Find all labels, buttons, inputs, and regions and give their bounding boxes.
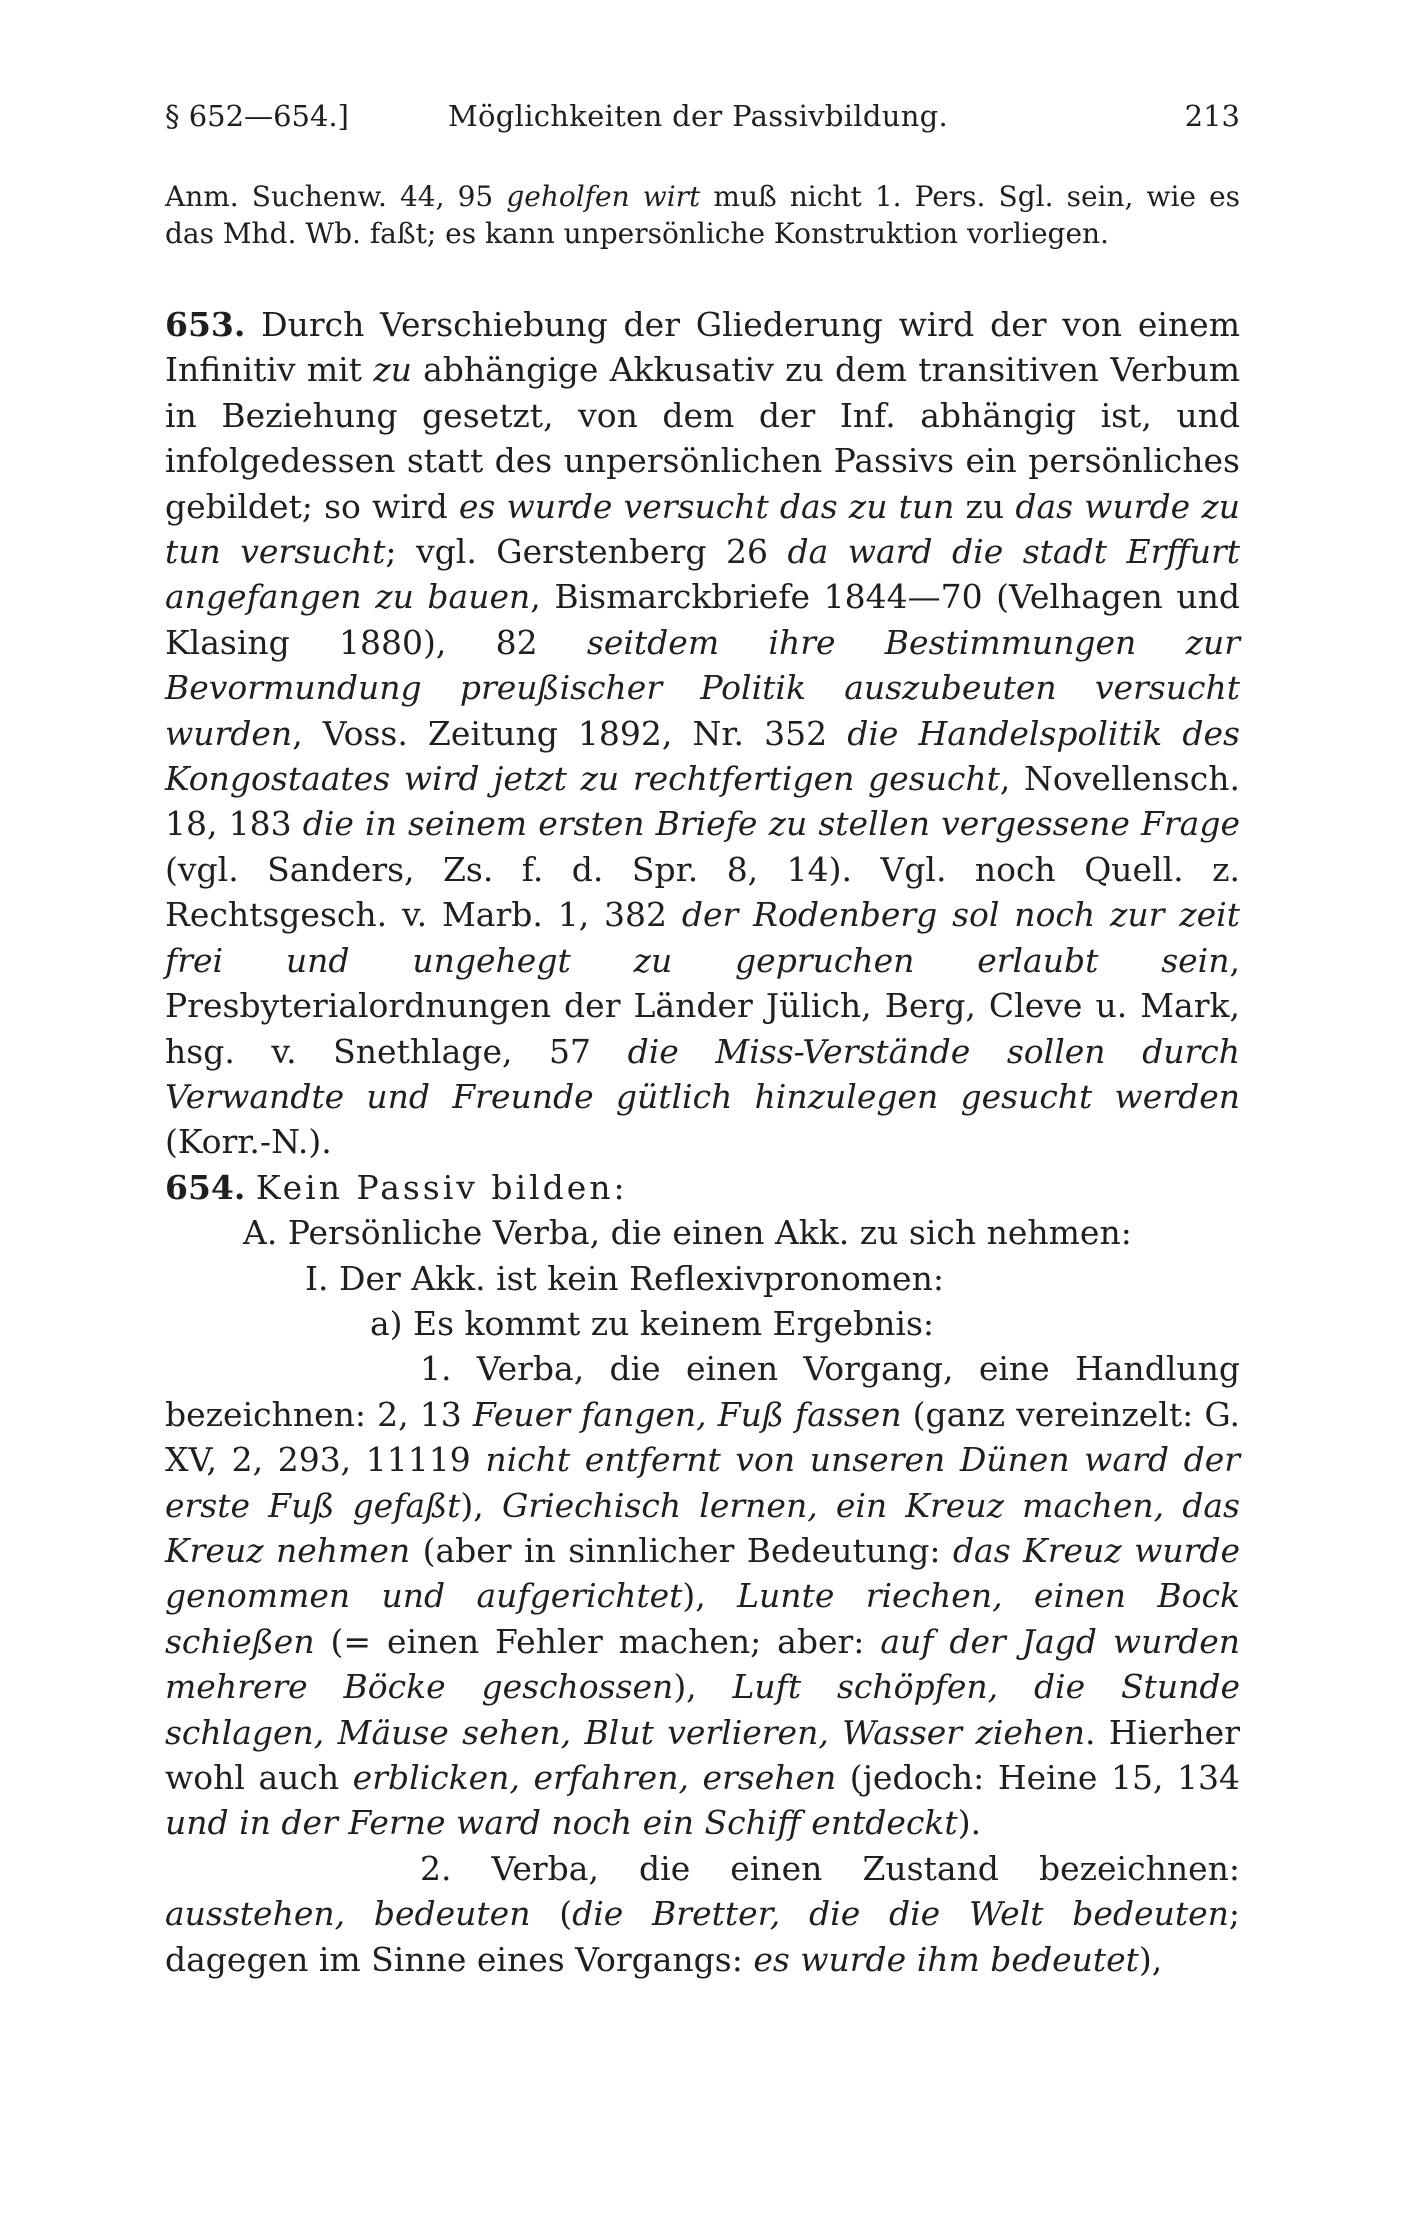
outline-level-A: A. Persönliche Verba, die einen Akk. zu sich nehmen: [243, 1213, 1132, 1253]
text-run: ), [673, 1667, 733, 1707]
example-run: da ward die stadt Erffurt angefangen zu bauen [165, 532, 1241, 617]
main-text [165, 302, 1240, 1982]
note-text: muß nicht 1. Pers. Sgl. sein, wie es das Mhd. Wb. faßt; es kann unpersönliche Konstruktion vorliegen. [165, 180, 1241, 250]
text-run: zu [954, 486, 1016, 526]
example-run: die Handelspolitik des Kongostaates wird jetzt zu rechtfertigen gesucht [165, 713, 1240, 799]
example-run: Griechisch lernen, ein Kreuz machen, das Kreuz nehmen [165, 1485, 1240, 1570]
text-run: ), [460, 1485, 502, 1525]
example-run: es wurde versucht das zu tun [458, 486, 955, 526]
outline-level-a: a) Es kommt zu keinem Ergebnis: [370, 1303, 935, 1343]
paragraph-653 [165, 302, 1240, 1165]
text-run: ). [957, 1803, 982, 1843]
text-run: 2. Verba, die einen Zustand bezeichnen: [420, 1848, 1240, 1888]
example-run: das Kreuz wurde genommen und aufgerichtet [165, 1530, 1240, 1616]
text-run: (ganz vereinzelt: G. XV, 2, 293, 11119 [165, 1394, 1241, 1480]
example-run: und in der Ferne ward noch ein Schiff entdeckt [165, 1803, 958, 1843]
text-run: 1. Verba, die einen Vorgang, eine Handlung bezeichnen: 2, 13 [165, 1349, 1240, 1434]
text-run: (Korr.-N.). [165, 1122, 332, 1162]
example-run: Feuer fangen, Fuß fassen [472, 1394, 902, 1434]
example-run: die Miss-Verstände sollen durch Verwandte und Freunde gütlich hinzulegen gesucht werden [165, 1031, 1241, 1116]
heading-654 [165, 1165, 1240, 1210]
text-run: ; dagegen im Sinne eines Vorgangs: [165, 1894, 1240, 1979]
example-run: das wurde zu tun versucht [165, 486, 1240, 572]
paragraph-item-1 [165, 1346, 1240, 1845]
text-run: , Bismarckbriefe 1844—70 (Velhagen und Klasing 1880), 82 [165, 577, 1240, 662]
section-heading: Kein Passiv bilden: [255, 1167, 628, 1207]
text-run: Durch Verschiebung der Gliederung wird der von einem Infinitiv mit [165, 305, 1240, 390]
example-run: der Rodenberg sol noch zur zeit frei und ungehegt zu gepruchen erlaubt sein [165, 895, 1240, 980]
text-run: (aber in sinnlicher Bedeutung: [410, 1530, 953, 1570]
example-run: die in seinem ersten Briefe zu stellen vergessene Frage [302, 804, 1240, 844]
text-run: , Voss. Zeitung 1892, Nr. 352 [292, 713, 848, 753]
text-run: , Novellensch. 18, 183 [165, 759, 1240, 844]
outline-level-I: I. Der Akk. ist kein Reflexivpronomen: [305, 1258, 944, 1298]
example-run: Lunte riechen, einen Bock schießen [165, 1576, 1241, 1661]
text-run: ( [530, 1894, 573, 1934]
text-run: ), [682, 1576, 738, 1616]
note-citation: geholfen wirt [506, 180, 701, 213]
note-label: Anm. [165, 180, 239, 213]
example-run: nicht entfernt von unseren Dünen ward der erste Fuß gefaßt [165, 1440, 1240, 1525]
text-run: (jedoch: Heine 15, 134 [836, 1758, 1240, 1797]
text-run: , Presbyterialordnungen der Länder Jülich, Berg, Cleve u. Mark, hsg. v. Snethlage, 57 [165, 940, 1240, 1071]
example-run: seitdem ihre Bestimmungen zur Bevormundung preußischer Politik auszubeuten versucht wurden [165, 622, 1240, 753]
paragraph-item-2 [165, 1846, 1240, 1982]
text-run: (= einen Fehler machen; aber: [314, 1621, 881, 1661]
annotation-note [165, 178, 1240, 252]
text-run: (vgl. Sanders, Zs. f. d. Spr. 8, 14). Vgl. noch Quell. z. Rechtsgesch. v. Marb. 1, 382 [165, 849, 1240, 935]
text-run: abhängige Akkusativ zu dem transitiven Verbum in Beziehung gesetzt, von dem der Inf. abhängig ist, und infolgedessen statt des unpersönlichen Passivs ein persönliches gebildet; so wird [165, 350, 1240, 526]
section-number-653: 653. [165, 305, 246, 344]
text-run: ; vgl. Gerstenberg 26 [385, 532, 788, 572]
section-number-654: 654. [165, 1167, 246, 1207]
section-range: § 652—654.] [165, 99, 349, 133]
example-run: zu [373, 350, 412, 390]
page-number: 213 [1184, 99, 1240, 133]
example-run: Luft schöpfen, die Stunde schlagen, Mäuse sehen, Blut verlieren, Wasser ziehen [165, 1667, 1240, 1752]
text-run: ), [1138, 1939, 1163, 1979]
example-run: erblicken, erfahren, ersehen [352, 1758, 837, 1797]
example-run: die Bretter, die die Welt bedeuten [572, 1894, 1229, 1934]
example-run: es wurde ihm bedeutet [753, 1939, 1139, 1979]
example-run: auf der Jagd wurden mehrere Böcke geschossen [165, 1621, 1240, 1707]
example-run: ausstehen, bedeuten [165, 1894, 531, 1934]
text-run: . Hierher wohl auch [165, 1712, 1240, 1797]
note-text: Suchenw. 44, 95 [238, 180, 507, 213]
running-title: Möglichkeiten der Passivbildung. [448, 99, 949, 133]
